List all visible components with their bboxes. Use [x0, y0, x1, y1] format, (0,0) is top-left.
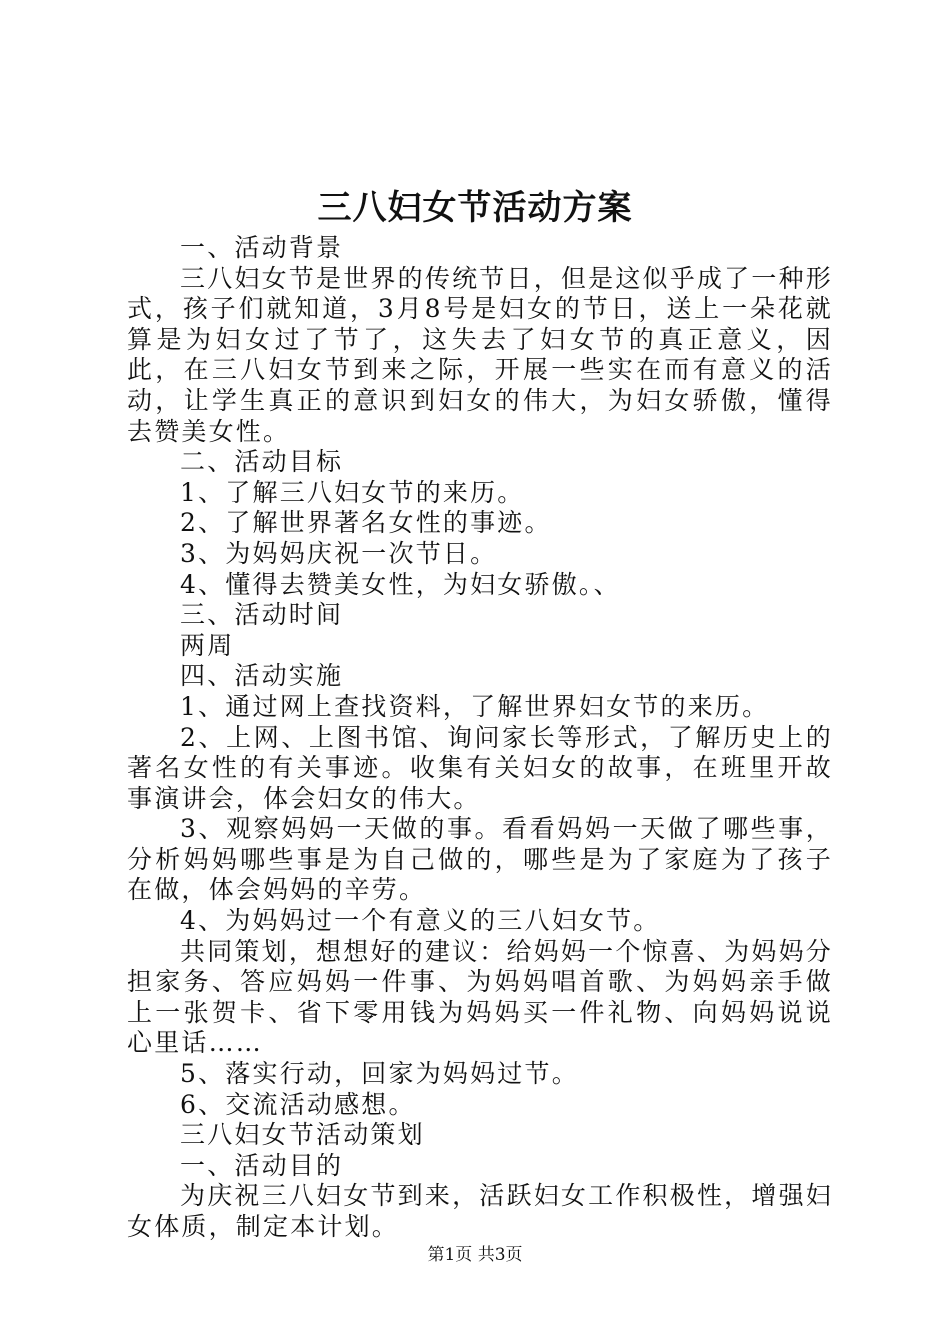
paragraph: 三八妇女节是世界的传统节日，但是这似乎成了一种形式，孩子们就知道，3月8号是妇女的节日，送上一朵花就算是为妇女过了节了，这失去了妇女节的真正意义，因此，在三八妇女节到来之际，开展一些实在而有意义的活动，让学生真正的意识到妇女的伟大，为妇女骄傲，懂得去赞美女性。 [127, 263, 833, 446]
list-item: 3、观察妈妈一天做的事。看看妈妈一天做了哪些事，分析妈妈哪些事是为自己做的，哪些是为了家庭为了孩子在做，体会妈妈的辛劳。 [127, 814, 833, 905]
paragraph: 为庆祝三八妇女节到来，活跃妇女工作积极性，增强妇女体质，制定本计划。 [127, 1181, 833, 1241]
list-item: 3、为妈妈庆祝一次节日。 [180, 538, 498, 568]
section-heading: 三、活动时间 [180, 600, 344, 630]
list-item: 6、交流活动感想。 [180, 1089, 416, 1119]
list-item: 1、通过网上查找资料，了解世界妇女节的来历。 [180, 691, 770, 721]
document-body [127, 233, 833, 1243]
section-heading: 一、活动背景 [180, 233, 344, 262]
section-heading: 一、活动目的 [180, 1150, 344, 1180]
list-item: 2、上网、上图书馆、询问家长等形式，了解历史上的著名女性的有关事迹。收集有关妇女的故事，在班里开故事演讲会，体会妇女的伟大。 [127, 722, 833, 813]
list-item: 1、了解三八妇女节的来历。 [180, 477, 525, 507]
list-item: 2、了解世界著名女性的事迹。 [180, 508, 552, 538]
section-heading: 四、活动实施 [180, 661, 344, 691]
section-heading: 二、活动目标 [180, 447, 344, 477]
list-item: 5、落实行动，回家为妈妈过节。 [180, 1059, 579, 1089]
document-title: 三八妇女节活动方案 [317, 188, 633, 228]
paragraph: 共同策划，想想好的建议：给妈妈一个惊喜、为妈妈分担家务、答应妈妈一件事、为妈妈唱首歌、为妈妈亲手做上一张贺卡、省下零用钱为妈妈买一件礼物、向妈妈说说心里话…… [127, 936, 833, 1058]
list-item: 4、为妈妈过一个有意义的三八妇女节。 [180, 906, 661, 936]
section-heading: 三八妇女节活动策划 [180, 1120, 425, 1150]
paragraph: 两周 [180, 630, 235, 660]
page-footer: 第1页 共3页 [427, 1245, 523, 1265]
list-item: 4、懂得去赞美女性，为妇女骄傲。、 [180, 569, 621, 599]
